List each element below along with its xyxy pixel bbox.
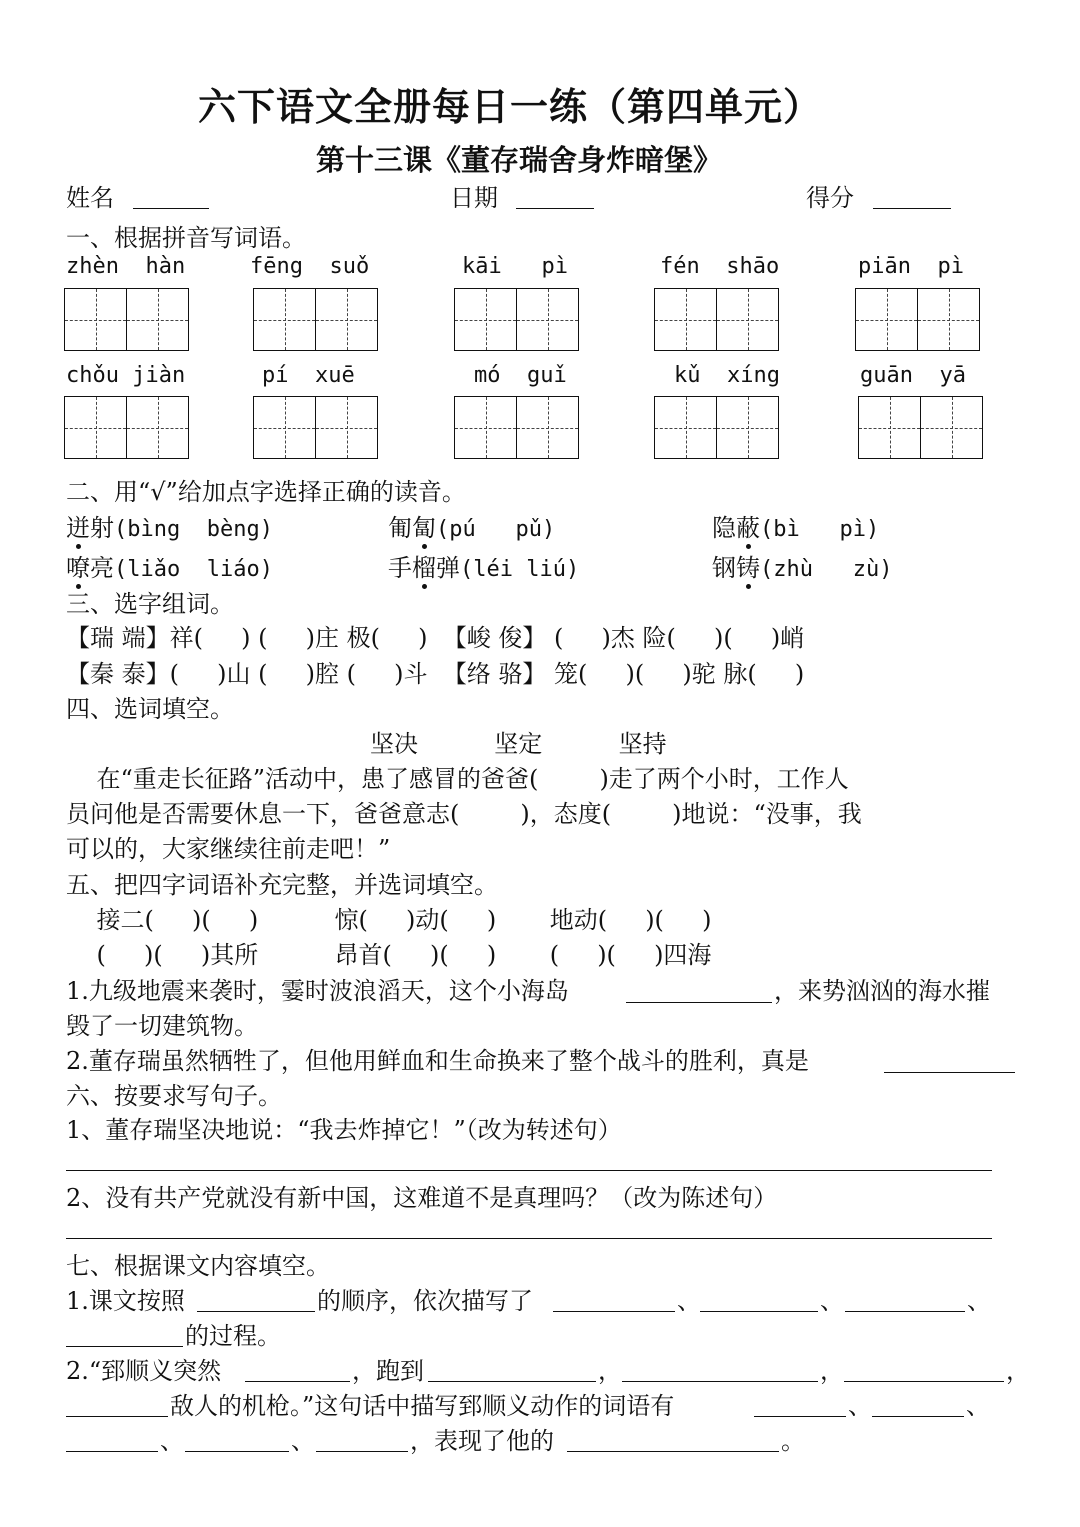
pinyin-label: fēng suǒ — [250, 254, 370, 279]
answer-blank[interactable] — [428, 1381, 596, 1382]
pinyin-choices: (pú pǔ) — [436, 517, 556, 542]
pronunciation-item[interactable] — [388, 516, 555, 541]
score-label: 得分 — [806, 184, 854, 212]
dotted-char: 榴 — [412, 554, 436, 582]
section-4-heading: 四、选词填空。 — [66, 695, 234, 723]
section-6-heading: 六、按要求写句子。 — [66, 1082, 282, 1110]
answer-blank[interactable] — [553, 1311, 675, 1312]
dotted-char: 迸 — [66, 514, 90, 542]
question-text: 的顺序，依次描写了 — [317, 1287, 533, 1315]
name-label: 姓名 — [66, 184, 114, 212]
writing-grid[interactable] — [64, 396, 189, 459]
pronunciation-item[interactable] — [712, 516, 879, 541]
writing-grid[interactable] — [454, 288, 579, 351]
end-mark: 。 — [781, 1427, 805, 1455]
pinyin-label: mó guǐ — [474, 363, 567, 388]
dotted-char: 蔽 — [736, 514, 760, 542]
separator: 、 — [677, 1287, 701, 1315]
answer-blank[interactable] — [872, 1416, 964, 1417]
pinyin-choices: (bìng bèng) — [114, 517, 273, 542]
paragraph-line[interactable]: 员问他是否需要休息一下，爸爸意志( )，态度( )地说：“没事，我 — [66, 800, 862, 828]
writing-grid[interactable] — [858, 396, 983, 459]
idiom-line[interactable]: ( )( )其所 昂首( )( ) ( )( )四海 — [66, 941, 712, 969]
answer-line[interactable] — [66, 1170, 992, 1171]
answer-blank[interactable] — [754, 1416, 846, 1417]
separator: ， — [1006, 1357, 1030, 1385]
writing-grid[interactable] — [64, 288, 189, 351]
char: 亮 — [90, 554, 114, 582]
question-text: ，跑到 — [352, 1357, 424, 1385]
separator: 、 — [291, 1427, 315, 1455]
separator: ， — [820, 1357, 844, 1385]
answer-blank[interactable] — [845, 1311, 965, 1312]
char: 隐 — [712, 514, 736, 542]
word-options: 坚决 坚定 坚持 — [370, 730, 667, 758]
dotted-char: 嘹 — [66, 554, 90, 582]
pronunciation-item[interactable] — [66, 516, 273, 541]
word-choice-line[interactable]: 【瑞 端】祥( ) ( )庄 极( ) 【峻 俊】 ( )杰 险( )( )峭 — [66, 624, 805, 652]
writing-grid[interactable] — [654, 288, 779, 351]
pronunciation-item[interactable] — [66, 556, 273, 581]
question-text: 2、没有共产党就没有新中国，这难道不是真理吗？（改为陈述句） — [66, 1184, 778, 1212]
separator: 、 — [160, 1427, 184, 1455]
writing-grid[interactable] — [253, 396, 378, 459]
question-text: 2.“郅顺义突然 — [66, 1357, 222, 1385]
pinyin-label: chǒu jiàn — [66, 363, 186, 388]
question-text: 敌人的机枪。”这句话中描写郅顺义动作的词语有 — [170, 1392, 675, 1420]
char: 弹 — [436, 554, 460, 582]
word-choice-line[interactable]: 【秦 泰】( )山 ( )腔 ( )斗 【络 骆】 笼( )( )驼 脉( ) — [66, 660, 805, 688]
section-1-heading: 一、根据拼音写词语。 — [66, 224, 306, 252]
dotted-char: 匐 — [412, 514, 436, 542]
answer-line[interactable] — [66, 1238, 992, 1239]
section-7-heading: 七、根据课文内容填空。 — [66, 1252, 330, 1280]
dotted-char: 铸 — [736, 554, 760, 582]
paragraph-line: 可以的，大家继续往前走吧！” — [66, 835, 391, 863]
question-text: 毁了一切建筑物。 — [66, 1012, 258, 1040]
answer-blank[interactable] — [245, 1381, 350, 1382]
char: 手 — [388, 554, 412, 582]
separator: 、 — [967, 1287, 991, 1315]
answer-blank[interactable] — [66, 1346, 183, 1347]
question-text: 1.课文按照 — [66, 1287, 185, 1315]
name-field[interactable] — [133, 208, 209, 209]
answer-blank[interactable] — [185, 1451, 289, 1452]
pinyin-choices: (léi liú) — [460, 557, 580, 582]
question-text: 2.董存瑞虽然牺牲了，但他用鲜血和生命换来了整个战斗的胜利，真是 — [66, 1047, 809, 1075]
answer-blank[interactable] — [567, 1451, 779, 1452]
answer-blank[interactable] — [626, 1002, 772, 1003]
answer-blank[interactable] — [197, 1311, 315, 1312]
char: 射 — [90, 514, 114, 542]
separator: 、 — [966, 1392, 990, 1420]
question-text: 1、董存瑞坚决地说：“我去炸掉它！”（改为转述句） — [66, 1116, 622, 1144]
answer-blank[interactable] — [66, 1451, 158, 1452]
pronunciation-item[interactable] — [388, 556, 579, 581]
section-2-heading: 二、用“√”给加点字选择正确的读音。 — [66, 478, 466, 506]
section-5-heading: 五、把四字词语补充完整，并选词填空。 — [66, 871, 498, 899]
question-text: 的过程。 — [185, 1322, 281, 1350]
paragraph-line[interactable]: 在“重走长征路”活动中，患了感冒的爸爸( )走了两个小时，工作人 — [66, 765, 849, 793]
answer-blank[interactable] — [66, 1416, 168, 1417]
separator: ， — [598, 1357, 622, 1385]
date-field[interactable] — [516, 208, 594, 209]
answer-blank[interactable] — [316, 1451, 408, 1452]
answer-blank[interactable] — [884, 1072, 1015, 1073]
pronunciation-item[interactable] — [712, 556, 892, 581]
pinyin-label: pí xuē — [262, 363, 355, 388]
page-title: 六下语文全册每日一练（第四单元） — [198, 84, 823, 129]
question-text: 1.九级地震来袭时，霎时波浪滔天，这个小海岛 — [66, 977, 569, 1005]
date-label: 日期 — [450, 184, 498, 212]
separator: 、 — [820, 1287, 844, 1315]
separator: 、 — [848, 1392, 872, 1420]
answer-blank[interactable] — [844, 1381, 1004, 1382]
question-text: ，来势汹汹的海水摧 — [774, 977, 990, 1005]
pinyin-label: piān pì — [858, 254, 964, 279]
writing-grid[interactable] — [654, 396, 779, 459]
question-text: ，表现了他的 — [410, 1427, 554, 1455]
pinyin-label: fén shāo — [660, 254, 780, 279]
section-3-heading: 三、选字组词。 — [66, 590, 234, 618]
lesson-subtitle: 第十三课《董存瑞舍身炸暗堡》 — [316, 143, 723, 177]
pinyin-label: kāi pì — [462, 254, 568, 279]
char: 钢 — [712, 554, 736, 582]
char: 匍 — [388, 514, 412, 542]
pinyin-label: zhèn hàn — [66, 254, 186, 279]
writing-grid[interactable] — [855, 288, 980, 351]
pinyin-label: kǔ xíng — [674, 363, 780, 388]
score-field[interactable] — [873, 208, 951, 209]
pinyin-choices: (liǎo liáo) — [114, 557, 273, 582]
pinyin-choices: (zhù zù) — [760, 557, 893, 582]
answer-blank[interactable] — [622, 1381, 818, 1382]
idiom-line[interactable]: 接二( )( ) 惊( )动( ) 地动( )( ) — [66, 906, 712, 934]
writing-grid[interactable] — [454, 396, 579, 459]
pinyin-choices: (bì pì) — [760, 517, 880, 542]
pinyin-label: guān yā — [860, 363, 966, 388]
writing-grid[interactable] — [253, 288, 378, 351]
answer-blank[interactable] — [700, 1311, 818, 1312]
